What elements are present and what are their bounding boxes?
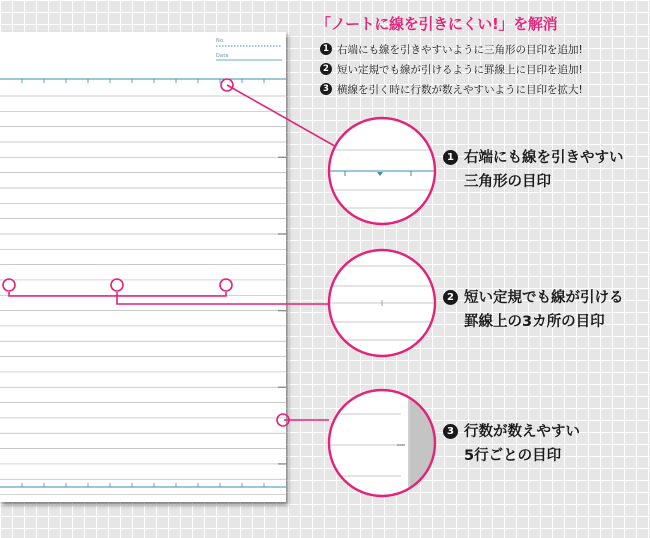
zoom-view-3 (320, 390, 440, 500)
intro-text: 短い定規でも線が引けるように罫線上に目印を追加! (337, 63, 583, 76)
marker-circle-left (3, 279, 15, 291)
marker-circle-right (220, 279, 232, 291)
zoom-view-2 (320, 250, 440, 356)
intro-text: 右端にも線を引きやすいように三角形の目印を追加! (337, 43, 583, 56)
number-badge-icon: 3 (320, 83, 332, 95)
callout-line: 右端にも線を引きやすい (464, 150, 624, 166)
number-badge-icon: 2 (320, 63, 332, 75)
connector-line-2 (117, 292, 329, 304)
zoom-view-1 (320, 118, 440, 224)
intro-item-1 (320, 39, 583, 59)
number-badge-icon: 3 (443, 424, 458, 439)
callout-3 (443, 420, 580, 468)
marker-circle-middle (111, 279, 123, 291)
number-badge-icon: 1 (320, 43, 332, 55)
callout-line: 5行ごとの目印 (464, 448, 562, 464)
callout-line: 罫線上の3カ所の目印 (464, 314, 605, 330)
intro-item-3 (320, 79, 583, 99)
intro-text: 横線を引く時に行数が数えやすいように目印を拡大! (337, 83, 583, 96)
callout-line: 三角形の目印 (464, 174, 551, 190)
callout-line: 短い定規でも線が引ける (464, 290, 624, 306)
number-badge-icon: 1 (443, 150, 458, 165)
no-field-label: No. (216, 38, 225, 44)
number-badge-icon: 2 (443, 290, 458, 305)
intro-item-2 (320, 59, 583, 79)
callout-line: 行数が数えやすい (464, 424, 580, 440)
callout-2 (443, 286, 624, 334)
callout-1 (443, 146, 624, 194)
intro-list (320, 39, 583, 99)
page-title: 「ノートに線を引きにくい!」を解消 (316, 15, 558, 33)
date-field-label: Date (216, 53, 229, 59)
